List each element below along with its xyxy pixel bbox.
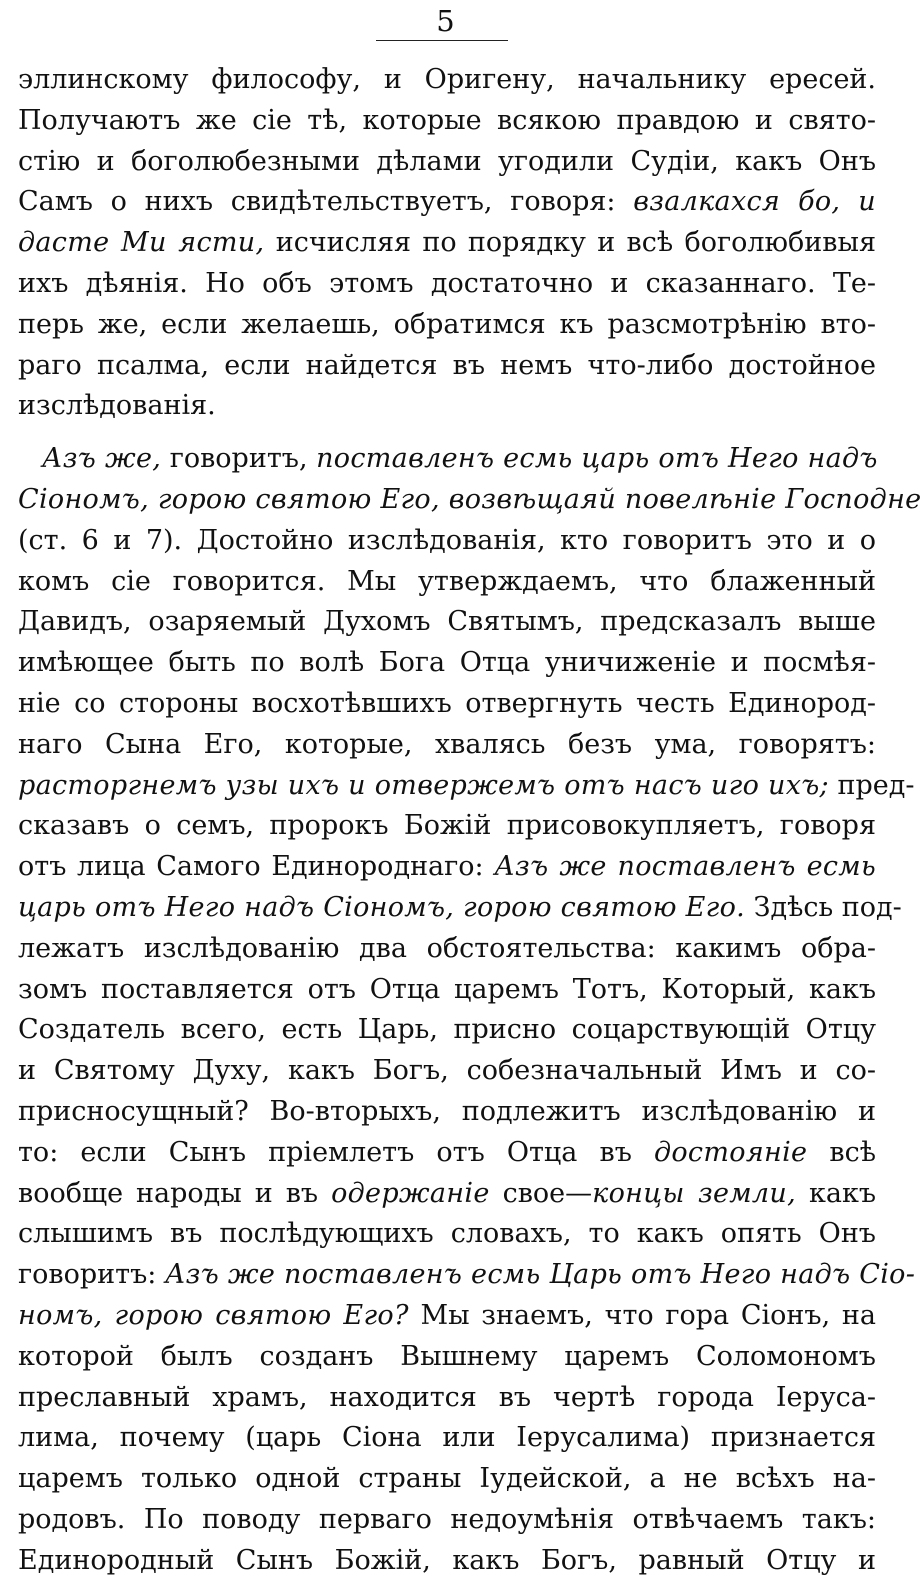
scripture-quote: Азъ же поставленъ есмь Царь отъ Него надъ Сіо- xyxy=(164,1259,916,1291)
text-line: ихъ дѣянія. Но объ этомъ достаточно и сказаннаго. Те- xyxy=(18,267,876,299)
text-run: исчисляя по порядку и всѣ боголюбивыя xyxy=(264,227,876,259)
text-line: наго Сына Его, которые, хвалясь безъ ума, говорятъ: xyxy=(18,728,876,760)
text-line: и Святому Духу, какъ Богъ, собезначальный Имъ и со- xyxy=(18,1055,876,1087)
scripture-quote: Азъ же, xyxy=(42,443,162,475)
scripture-quote: достояніе xyxy=(653,1136,808,1168)
text-line: сказавъ о семъ, пророкъ Божій присовокупляетъ, говоря xyxy=(18,810,876,842)
text-line: зомъ поставляется отъ Отца царемъ Тотъ, Который, какъ xyxy=(18,973,876,1005)
text-run: отъ лица Самого Единороднаго: xyxy=(18,851,495,883)
text-run: Самъ о нихъ свидѣтельствуетъ, говоря: xyxy=(18,186,634,218)
text-line: Давидъ, озаряемый Духомъ Святымъ, предсказалъ выше xyxy=(18,606,876,638)
text-run: какъ xyxy=(796,1177,877,1209)
text-run: вообще народы и въ xyxy=(18,1177,332,1209)
text-line: (ст. 6 и 7). Достойно изслѣдованія, кто говоритъ это и о xyxy=(18,524,876,556)
text-line: ніе со стороны восхотѣвшихъ отвергнуть честь Единород- xyxy=(18,687,876,719)
text-line: лима, почему (царь Сіона или Іерусалима) признается xyxy=(18,1422,876,1454)
scripture-quote: номъ, горою святою Его? xyxy=(18,1299,409,1331)
text-line xyxy=(18,888,902,929)
text-line: стію и боголюбезными дѣлами угодили Судіи, какъ Онъ xyxy=(18,145,876,177)
text-line: царемъ только одной страны Іудейской, а не всѣхъ на- xyxy=(18,1463,876,1495)
text-line xyxy=(18,1133,876,1174)
text-line: Создатель всего, есть Царь, присно соцарствующій Отцу xyxy=(18,1014,876,1046)
text-line xyxy=(18,766,915,807)
text-line xyxy=(18,439,876,480)
text-line: раго псалма, если найдется въ немъ что-либо достойное xyxy=(18,349,876,381)
paragraph-1 xyxy=(18,60,876,427)
scripture-quote: Сіономъ, горою святою Его, возвѣщаяй повелѣніе Господне xyxy=(18,483,921,515)
text-line xyxy=(18,847,876,888)
paragraph-2 xyxy=(18,439,921,1581)
text-line xyxy=(18,223,876,264)
text-line xyxy=(18,1174,876,1215)
header-rule xyxy=(376,40,508,41)
text-line: которой былъ созданъ Вышнему царемъ Соломономъ xyxy=(18,1340,876,1372)
text-run: пред- xyxy=(828,769,915,801)
scripture-quote: расторгнемъ узы ихъ и отвержемъ отъ насъ иго ихъ; xyxy=(18,769,829,801)
text-line: Получаютъ же сіе тѣ, которые всякою правдою и свято- xyxy=(18,104,876,136)
text-line: перь же, если желаешь, обратимся къ разсмотрѣнію вто- xyxy=(18,308,876,340)
scripture-quote: взалкахся бо, и xyxy=(633,186,876,218)
page-number: 5 xyxy=(436,4,455,38)
scripture-quote: концы земли, xyxy=(592,1177,796,1209)
page-body xyxy=(18,60,921,1581)
text-run: свое— xyxy=(489,1177,593,1209)
text-run: Мы знаемъ, что гора Сіонъ, на xyxy=(408,1299,876,1331)
text-line xyxy=(18,1255,916,1296)
text-line: комъ сіе говорится. Мы утверждаемъ, что блаженный xyxy=(18,565,876,597)
scripture-quote: одержаніе xyxy=(331,1177,490,1209)
text-run: говоритъ: xyxy=(18,1259,165,1291)
text-line xyxy=(18,182,876,223)
scripture-quote: Азъ же поставленъ есмь xyxy=(494,851,876,883)
text-run: всѣ xyxy=(807,1136,876,1168)
text-line xyxy=(18,480,921,521)
text-line xyxy=(18,1296,876,1337)
text-line: эллинскому философу, и Оригену, начальнику ересей. xyxy=(18,64,876,95)
scripture-quote: царь отъ Него надъ Сіономъ, горою святою Его. xyxy=(18,891,746,923)
text-line: присносущный? Во-вторыхъ, подлежитъ изслѣдованію и xyxy=(18,1095,876,1127)
text-line: слышимъ въ послѣдующихъ словахъ, то какъ опять Онъ xyxy=(18,1218,876,1250)
text-run: то: если Сынъ пріемлетъ отъ Отца въ xyxy=(18,1136,654,1168)
text-line: имѣющее быть по волѣ Бога Отца уничиженіе и посмѣя- xyxy=(18,647,876,679)
text-line: родовъ. По поводу перваго недоумѣнія отвѣчаемъ такъ: xyxy=(18,1503,876,1535)
text-line: Единородный Сынъ Божій, какъ Богъ, равный Отцу и xyxy=(18,1544,876,1576)
scripture-quote: поставленъ есмь царь отъ Него надъ xyxy=(316,443,878,475)
text-run: Здѣсь под- xyxy=(745,891,902,923)
text-line: лежатъ изслѣдованію два обстоятельства: какимъ обра- xyxy=(18,932,876,964)
text-line: преславный храмъ, находится въ чертѣ города Іеруса- xyxy=(18,1381,876,1413)
scripture-quote: дасте Ми ясти, xyxy=(18,227,265,259)
text-run: говоритъ, xyxy=(161,443,317,475)
text-line: изслѣдованія. xyxy=(18,390,216,422)
page-header xyxy=(0,4,891,44)
